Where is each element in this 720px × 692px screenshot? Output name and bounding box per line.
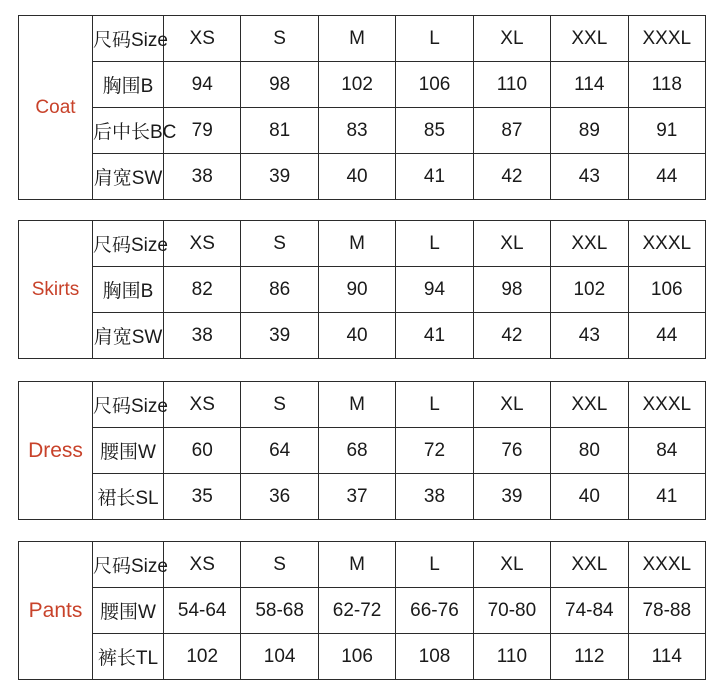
table-cell: 40 <box>318 313 395 359</box>
table-cell: 37 <box>318 474 395 520</box>
table-cell: S <box>241 382 318 428</box>
table-cell: XXXL <box>628 542 705 588</box>
table-cell: L <box>396 221 473 267</box>
table-cell: 68 <box>318 428 395 474</box>
table-cell: 91 <box>628 108 705 154</box>
category-label: Dress <box>19 382 93 520</box>
table-cell: 114 <box>551 62 628 108</box>
table-cell: XL <box>473 542 550 588</box>
table-cell: XXXL <box>628 16 705 62</box>
category-label: Skirts <box>19 221 93 359</box>
table-cell: S <box>241 16 318 62</box>
table-cell: 106 <box>628 267 705 313</box>
table-cell: L <box>396 542 473 588</box>
table-cell: XL <box>473 16 550 62</box>
table-cell: 41 <box>396 154 473 200</box>
table-cell: 110 <box>473 634 550 680</box>
row-label: 胸围B <box>93 267 164 313</box>
row-label: 尺码Size <box>93 382 164 428</box>
row-label: 胸围B <box>93 62 164 108</box>
row-label: 腰围W <box>93 428 164 474</box>
table-cell: 38 <box>164 154 241 200</box>
table-cell: M <box>318 16 395 62</box>
table-cell: XXL <box>551 382 628 428</box>
table-cell: 104 <box>241 634 318 680</box>
table-cell: XXXL <box>628 382 705 428</box>
table-cell: 84 <box>628 428 705 474</box>
table-cell: 76 <box>473 428 550 474</box>
table-cell: 98 <box>473 267 550 313</box>
table-cell: 78-88 <box>628 588 705 634</box>
table-cell: 62-72 <box>318 588 395 634</box>
table-cell: M <box>318 382 395 428</box>
table-cell: 40 <box>318 154 395 200</box>
category-label: Coat <box>19 16 93 200</box>
table-cell: 106 <box>318 634 395 680</box>
table-cell: 86 <box>241 267 318 313</box>
row-label: 肩宽SW <box>93 313 164 359</box>
table-cell: M <box>318 221 395 267</box>
table-cell: XS <box>164 16 241 62</box>
table-cell: 102 <box>551 267 628 313</box>
table-cell: 85 <box>396 108 473 154</box>
table-cell: XL <box>473 382 550 428</box>
table-cell: XS <box>164 542 241 588</box>
table-cell: XXXL <box>628 221 705 267</box>
table-cell: 66-76 <box>396 588 473 634</box>
table-cell: 60 <box>164 428 241 474</box>
table-cell: 58-68 <box>241 588 318 634</box>
table-cell: 102 <box>164 634 241 680</box>
row-label: 肩宽SW <box>93 154 164 200</box>
table-cell: 43 <box>551 154 628 200</box>
table-cell: XS <box>164 221 241 267</box>
table-cell: XS <box>164 382 241 428</box>
table-cell: 42 <box>473 154 550 200</box>
row-label: 尺码Size <box>93 16 164 62</box>
table-cell: XXL <box>551 542 628 588</box>
coat-size-table <box>18 15 706 200</box>
table-cell: 112 <box>551 634 628 680</box>
table-cell: M <box>318 542 395 588</box>
table-cell: 79 <box>164 108 241 154</box>
table-cell: 94 <box>164 62 241 108</box>
table-cell: 39 <box>473 474 550 520</box>
table-cell: 38 <box>396 474 473 520</box>
table-cell: 102 <box>318 62 395 108</box>
category-label: Pants <box>19 542 93 680</box>
table-cell: 41 <box>628 474 705 520</box>
table-cell: S <box>241 221 318 267</box>
table-cell: 94 <box>396 267 473 313</box>
pants-size-table <box>18 541 706 680</box>
table-cell: 89 <box>551 108 628 154</box>
table-cell: 44 <box>628 313 705 359</box>
table-cell: XXL <box>551 16 628 62</box>
table-cell: 36 <box>241 474 318 520</box>
table-cell: 38 <box>164 313 241 359</box>
table-cell: 82 <box>164 267 241 313</box>
table-cell: 42 <box>473 313 550 359</box>
table-cell: 64 <box>241 428 318 474</box>
table-cell: 44 <box>628 154 705 200</box>
table-cell: 72 <box>396 428 473 474</box>
table-cell: 43 <box>551 313 628 359</box>
table-cell: 54-64 <box>164 588 241 634</box>
table-cell: 87 <box>473 108 550 154</box>
table-cell: 108 <box>396 634 473 680</box>
table-cell: 98 <box>241 62 318 108</box>
table-cell: 118 <box>628 62 705 108</box>
table-cell: 110 <box>473 62 550 108</box>
table-cell: 41 <box>396 313 473 359</box>
table-cell: 90 <box>318 267 395 313</box>
table-cell: L <box>396 382 473 428</box>
table-cell: 74-84 <box>551 588 628 634</box>
row-label: 尺码Size <box>93 542 164 588</box>
row-label: 腰围W <box>93 588 164 634</box>
table-cell: 39 <box>241 313 318 359</box>
row-label: 裤长TL <box>93 634 164 680</box>
table-cell: 80 <box>551 428 628 474</box>
dress-size-table <box>18 381 706 520</box>
table-cell: L <box>396 16 473 62</box>
table-cell: 114 <box>628 634 705 680</box>
row-label: 后中长BC <box>93 108 164 154</box>
skirts-size-table <box>18 220 706 359</box>
table-cell: 70-80 <box>473 588 550 634</box>
row-label: 尺码Size <box>93 221 164 267</box>
table-cell: 40 <box>551 474 628 520</box>
table-cell: 39 <box>241 154 318 200</box>
table-cell: XXL <box>551 221 628 267</box>
table-cell: 106 <box>396 62 473 108</box>
row-label: 裙长SL <box>93 474 164 520</box>
table-cell: 83 <box>318 108 395 154</box>
table-cell: XL <box>473 221 550 267</box>
table-cell: 81 <box>241 108 318 154</box>
table-cell: S <box>241 542 318 588</box>
table-cell: 35 <box>164 474 241 520</box>
